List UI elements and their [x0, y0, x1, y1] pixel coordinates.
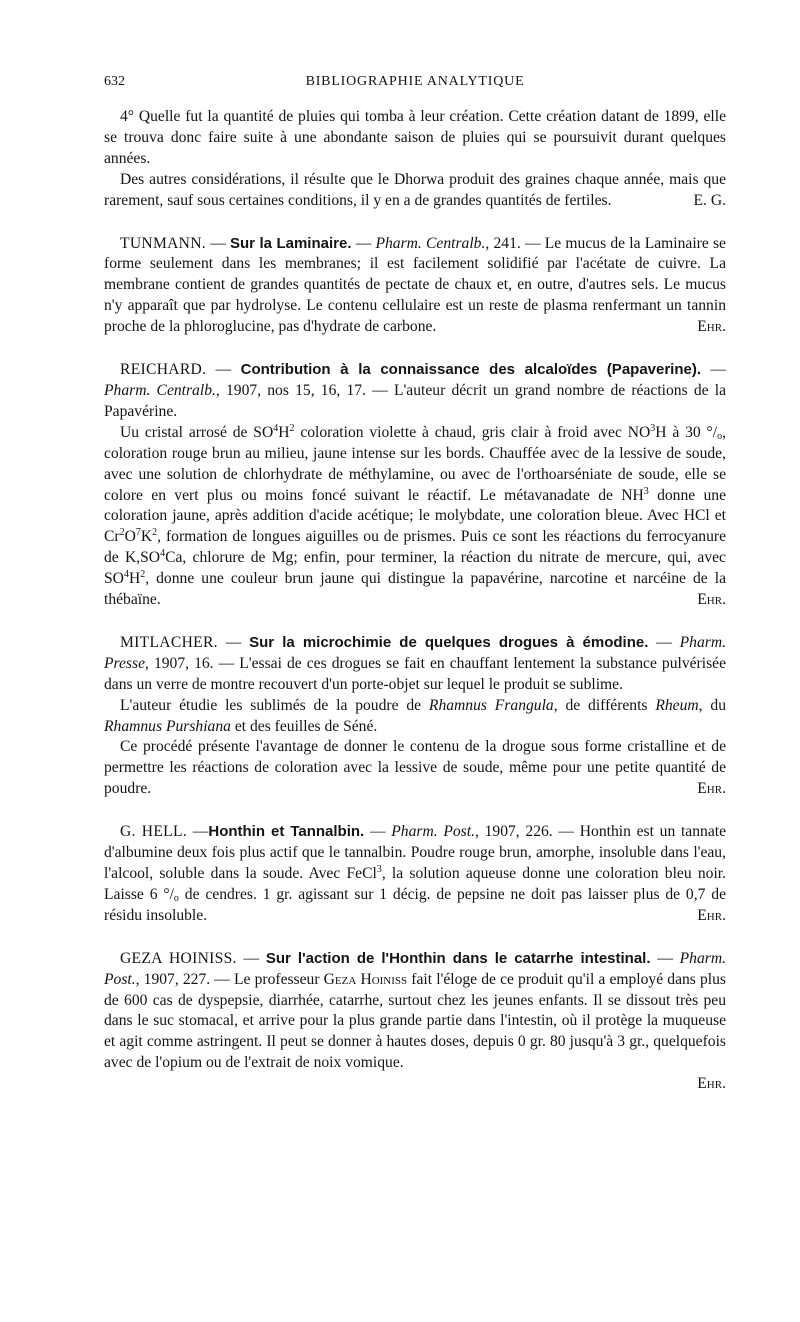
entry-author: G. HELL. — [120, 823, 188, 841]
entry-source: Pharm. Post. — [104, 949, 726, 988]
person-name: Geza Hoiniss — [323, 970, 408, 988]
signature: Ehr. — [697, 318, 726, 336]
entry-title: Honthin et Tannalbin. — [208, 823, 365, 841]
entry-reference: , 1907, 226. — — [474, 823, 575, 841]
signature: E. G. — [693, 191, 726, 209]
entry-paragraph: Uu cristal arrosé de $SO^4H^2$ coloration violette à chaud, gris clair à froid avec $NO^3H$ à 30 $^\circ/_o$, coloration rouge brun au milieu, jaune intense sur les bords. Chauffée avec de la lessive de soude, avec une solution de chlorhydrate de méthylamine, ou avec de l'orthoarséniate de soude, elle se colore en vert plus ou moins foncé suivant le réactif. Le métavanadate de $NH^3$ donne une coloration jaune, après addition d'acide acétique; le molybdate, une coloration bleue. Avec HCl et $Cr^2O^7K^2$, formation de longues aiguilles ou de prismes. Puis ce sont les réactions du ferrocyanure de $K,SO^4Ca$, chlorure de Mg; enfin, pour terminer, la réaction du nitrate de mercure, qui, avec $SO^4H^2$, donne une couleur brun jaune qui distingue la papavérine, narcotine et narcéine de la thébaïne. Ehr. — [104, 423, 726, 611]
signature: Ehr. — [697, 780, 726, 798]
entry-reference: , 1907, 16. — — [145, 654, 235, 672]
entry-text: Le mucus de la Laminaire se forme seulement dans les membranes; il est facilement solidifié par l'acétate de cuivre. La membrane contient de grandes quantités de pectate de chaux et, en outre, d'autres sels. Le mucus n'y apparaît que par hydrolyse. Le contenu cellulaire est un reste de plasma renfermant un tannin proche de la phloroglucine, pas d'hydrate de carbone. — [104, 234, 726, 336]
signature-line — [104, 1074, 726, 1095]
entry-author: MITLACHER. — [120, 633, 218, 651]
entry-author: REICHARD. — [120, 361, 207, 379]
entry-text: L'auteur décrit un grand nombre de réactions de la Papavérine. — [104, 381, 727, 420]
bibliography-entry — [104, 633, 726, 800]
entry-paragraph: GEZA HOINISS. — Sur l'action de l'Honthin dans le catarrhe intestinal. — Pharm. Post., 1907, 227. — Le professeur Geza Hoiniss fait l'éloge de ce produit qu'il a employé dans plus de 600 cas de dyspepsie, diarrhée, catarrhe, surtout chez les jeunes enfants. Il se dissout très peu dans le suc stomacal, et arrive pour la plus grande partie dans l'intestin, où il protège la muqueuse et agit comme astringent. Il peut se donner à hautes doses, depuis 0 gr. 80 jusqu'à 3 gr., quelquefois avec de l'opium ou de l'extrait de noix vomique. — [104, 949, 726, 1072]
entry-author: GEZA HOINISS. — [120, 949, 237, 967]
entry-author: TUNMANN. — [120, 234, 206, 252]
journal-page — [104, 72, 726, 1095]
entry-source: Pharm. Centralb. — [104, 381, 216, 399]
entry-reference: , 241. — — [485, 234, 541, 252]
page-header — [104, 72, 726, 94]
entry-title: Sur l'action de l'Honthin dans le catarrhe intestinal. — [265, 949, 651, 967]
entry-paragraph: REICHARD. — Contribution à la connaissance des alcaloïdes (Papaverine). — Pharm. Centralb., 1907, nos 15, 16, 17. — L'auteur décrit un grand nombre de réactions de la Papavérine. — [104, 361, 727, 420]
running-title: BIBLIOGRAPHIE ANALYTIQUE — [305, 74, 525, 89]
signature: Ehr. — [697, 1075, 726, 1093]
bibliography-entry — [104, 822, 726, 927]
entry-paragraph: G. HELL. —Honthin et Tannalbin. — Pharm. Post., 1907, 226. — Honthin est un tannate d'albumine deux fois plus actif que le tannalbin. Poudre rouge brun, amorphe, insoluble dans l'eau, l'alcool, soluble dans la soude. Avec FeCl$^3$, la solution aqueuse donne une coloration bleu noir. Laisse 6 $^\circ/_o$ de cendres. 1 gr. agissant sur 1 décig. de pepsine ne doit pas laisser plus de 0,7 de résidu insoluble. Ehr. — [104, 822, 726, 927]
continuation-text: Des autres considérations, il résulte que le Dhorwa produit des graines chaque année, mais que rarement, sauf sous certaines conditions, il y en a de grandes quantités de fertiles. — [104, 170, 726, 209]
entry-reference: , 1907, 227. — — [135, 970, 230, 988]
entry-title: Sur la microchimie de quelques drogues à émodine. — [249, 633, 649, 651]
entry-paragraph: MITLACHER. — Sur la microchimie de quelques drogues à émodine. — Pharm. Presse, 1907, 16. — L'essai de ces drogues se fait en chauffant lentement la substance pulvérisée dans un verre de montre recouvert d'un porte-objet sur lequel le produit se sublime. — [104, 633, 726, 693]
entry-source: Pharm. Centralb. — [375, 234, 486, 252]
entry-text: L'essai de ces drogues se fait en chauffant lentement la substance pulvérisée dans un verre de montre recouvert d'un porte-objet sur lequel le produit se sublime. — [104, 654, 726, 693]
entry-title: Contribution à la connaissance des alcaloïdes (Papaverine). — [240, 361, 702, 379]
continuation-paragraph-1: 4° Quelle fut la quantité de pluies qui tomba à leur création. Cette création datant de 1899, elle se trouva donc faire suite à une abondante saison de pluies qui se poursuivit durant quelques années. — [104, 108, 726, 167]
bibliography-entry — [104, 949, 726, 1095]
entry-paragraph: L'auteur étudie les sublimés de la poudre de Rhamnus Frangula, de différents Rheum, du Rhamnus Purshiana et des feuilles de Séné. — [104, 696, 727, 735]
bibliography-entry — [104, 360, 726, 611]
entry-source: Pharm. Post. — [391, 823, 475, 841]
continuation-paragraph-2 — [104, 170, 726, 212]
page-number: 632 — [104, 74, 125, 89]
bibliography-entry — [104, 234, 726, 339]
entry-paragraph: TUNMANN. — Sur la Laminaire. — Pharm. Centralb., 241. — Le mucus de la Laminaire se forme seulement dans les membranes; il est facilement solidifié par l'acétate de cuivre. La membrane contient de grandes quantités de pectate de chaux et, en outre, d'autres sels. Le mucus n'y apparaît que par hydrolyse. Le contenu cellulaire est un reste de plasma renfermant un tannin proche de la phloroglucine, pas d'hydrate de carbone. Ehr. — [104, 234, 726, 339]
entry-source: Pharm. Presse — [104, 633, 726, 672]
signature: Ehr. — [697, 591, 726, 609]
signature: Ehr. — [697, 906, 726, 924]
entry-reference: , 1907, nos 15, 16, 17. — — [215, 381, 388, 399]
entry-paragraph: Ce procédé présente l'avantage de donner le contenu de la drogue sous forme cristalline et de permettre les réactions de coloration avec la lessive de soude, même pour une petite quantité de poudre. Ehr. — [104, 737, 726, 800]
entry-title: Sur la Laminaire. — [230, 234, 352, 252]
